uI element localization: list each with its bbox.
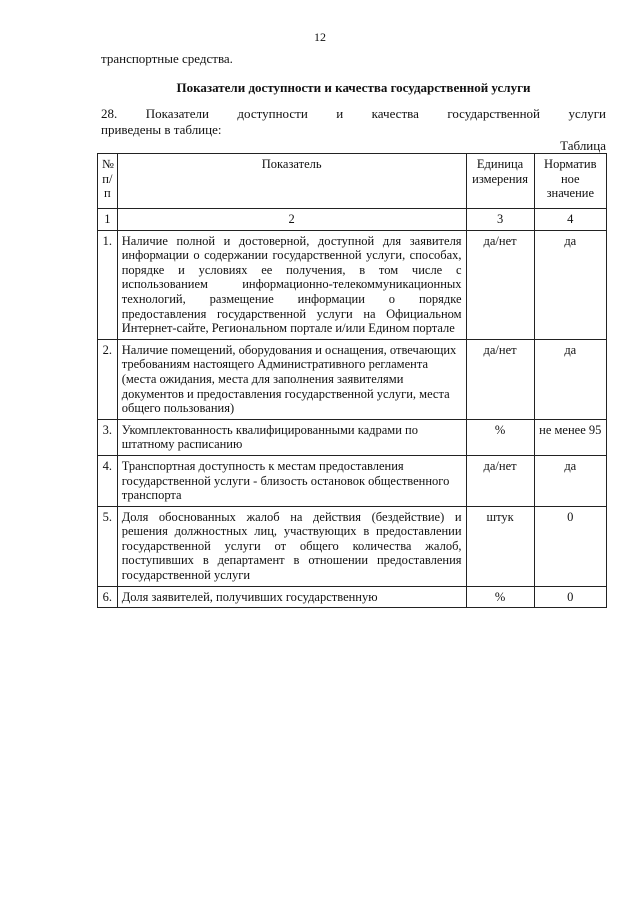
- section-title: Показатели доступности и качества государственной услуги: [176, 80, 531, 95]
- row-norm: да: [534, 339, 606, 419]
- row-norm: да: [534, 455, 606, 506]
- row-unit: штук: [466, 506, 534, 586]
- row-unit: да/нет: [466, 339, 534, 419]
- paragraph: [101, 106, 606, 138]
- row-num: 2.: [98, 339, 118, 419]
- row-indicator: Транспортная доступность к местам предоставления государственной услуги - близость остановок общественного транспорта: [117, 455, 466, 506]
- col-number-1: 1: [98, 209, 118, 231]
- header-unit: Единица измерения: [466, 154, 534, 209]
- row-unit: да/нет: [466, 455, 534, 506]
- header-norm: Норматив ное значение: [534, 154, 606, 209]
- page-number: 12: [314, 30, 326, 44]
- row-num: 3.: [98, 419, 118, 455]
- row-num: 4.: [98, 455, 118, 506]
- row-norm: 0: [534, 586, 606, 608]
- table-row: [98, 419, 607, 455]
- row-num: 5.: [98, 506, 118, 586]
- header-num: № п/п: [98, 154, 118, 209]
- row-indicator: Укомплектованность квалифицированными кадрами по штатному расписанию: [117, 419, 466, 455]
- indicators-table: [97, 153, 607, 608]
- col-number-3: 3: [466, 209, 534, 231]
- table-row: [98, 506, 607, 586]
- paragraph-line-1: 28. Показатели доступности и качества государственной услуги: [101, 106, 606, 121]
- table-row: [98, 230, 607, 339]
- table-row: [98, 455, 607, 506]
- row-num: 6.: [98, 586, 118, 608]
- row-num: 1.: [98, 230, 118, 339]
- table-row: [98, 586, 607, 608]
- intro-fragment: транспортные средства.: [101, 51, 233, 66]
- row-unit: %: [466, 419, 534, 455]
- row-indicator: Доля заявителей, получивших государственную: [117, 586, 466, 608]
- paragraph-line-2: приведены в таблице:: [101, 122, 222, 137]
- table-caption: Таблица: [560, 138, 606, 153]
- row-unit: %: [466, 586, 534, 608]
- row-unit: да/нет: [466, 230, 534, 339]
- header-indicator: Показатель: [117, 154, 466, 209]
- row-indicator: Наличие помещений, оборудования и оснащения, отвечающих требованиям настоящего Административного регламента (места ожидания, места для заполнения заявителями документов и предоставления государственной услуги, места общего пользования): [117, 339, 466, 419]
- column-number-row: [98, 209, 607, 231]
- row-indicator: Доля обоснованных жалоб на действия (бездействие) и решения должностных лиц, участвующих в предоставлении государственной услуги от общего количества жалоб, поступивших в департамент в отношении предоставления государственной услуги: [117, 506, 466, 586]
- table-header-row: [98, 154, 607, 209]
- col-number-2: 2: [117, 209, 466, 231]
- row-norm: 0: [534, 506, 606, 586]
- table-row: [98, 339, 607, 419]
- row-indicator: Наличие полной и достоверной, доступной для заявителя информации о содержании государственной услуги, способах, порядке и условиях ее получения, в том числе с использованием информационно-телекоммуникационных технологий, размещение информации о порядке предоставления государственной услуги на Официальном Интернет-сайте, Региональном портале и/или Едином портале: [117, 230, 466, 339]
- row-norm: не менее 95: [534, 419, 606, 455]
- col-number-4: 4: [534, 209, 606, 231]
- row-norm: да: [534, 230, 606, 339]
